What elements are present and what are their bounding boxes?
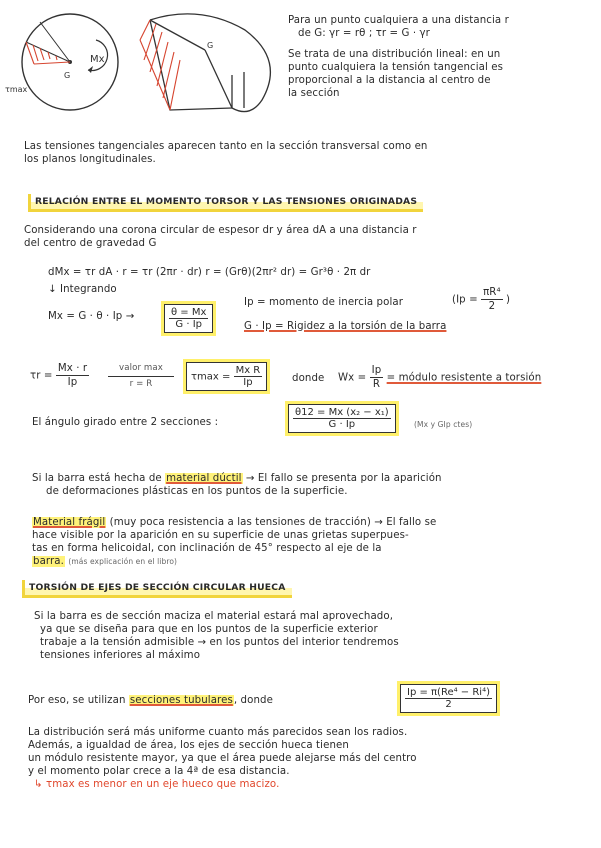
angle-text: El ángulo girado entre 2 secciones : [32, 417, 219, 428]
wx-prefix: Wx = [338, 372, 367, 384]
wx-num: Ip [371, 365, 382, 376]
uniformity-paragraph [28, 726, 588, 791]
intro-block [288, 14, 593, 100]
section2-line-8: un módulo resistente mayor, ya que el área puede alejarse más del centro [28, 753, 417, 764]
tau-r-num: Mx · r [57, 363, 88, 374]
cylinder-drawing [150, 14, 270, 112]
para1-line-1: Las tensiones tangenciales aparecen tanto en la sección transversal como en [24, 141, 428, 152]
theta-den: G · Ip [175, 319, 202, 330]
intro-line-6: la sección [288, 88, 340, 99]
equation-mx: Mx = G · θ · Ip → [48, 311, 135, 322]
fragile-highlight: Material frágil [33, 517, 106, 528]
intro-line-4: punto cualquiera la tensión tangencial es [288, 62, 504, 73]
donde-label: donde [292, 373, 325, 384]
wx-formula [338, 364, 541, 391]
tau-max-label: τmax [5, 85, 28, 94]
ip-formula-den: 2 [488, 301, 496, 312]
tangential-paragraph [24, 140, 584, 166]
ip-formula-right: ) [506, 294, 511, 306]
section-heading-hollow: TORSIÓN DE EJES DE SECCIÓN CIRCULAR HUECA [22, 580, 292, 598]
moment-label: Mx [90, 54, 105, 65]
intro-line-2: de G: γr = rθ ; τr = G · γr [298, 28, 430, 39]
tau-r-prefix: τr = [30, 370, 53, 382]
theta-formula-box [164, 304, 213, 333]
section2-line-2: ya que se diseña para que en los puntos de la superficie exterior [40, 624, 378, 635]
hollow-ip-box [400, 684, 497, 713]
integrando-label: ↓ Integrando [48, 284, 117, 295]
para2-line1-post: → El fallo se presenta por la aparición [242, 473, 442, 484]
para2-line-2: de deformaciones plásticas en los puntos de la superficie. [46, 486, 348, 497]
para1-line-2: los planos longitudinales. [24, 154, 156, 165]
intro-line-5: proporcional a la distancia al centro de [288, 75, 491, 86]
section2-line-7: Además, a igualdad de área, los ejes de sección hueca tienen [28, 740, 349, 751]
hollow-ip-den: 2 [445, 699, 452, 710]
section2-body [34, 610, 586, 662]
ip-formula-left: (Ip = [452, 294, 478, 306]
section2-line-10 [28, 778, 588, 791]
rigidity-definition [244, 320, 446, 333]
tubular-highlight: secciones tubulares [129, 695, 233, 706]
ip-formula [452, 286, 510, 313]
tau-max-prefix: τmax = [191, 371, 231, 383]
section2-line5-pre: Por eso, se utilizan [28, 695, 129, 706]
hollow-ip-num: Ip = π(Re⁴ − Ri⁴) [407, 687, 490, 698]
torsion-figure [0, 0, 285, 135]
wx-desc: = módulo resistente a torsión [386, 372, 542, 384]
para2-line1-pre: Si la barra está hecha de [32, 473, 166, 484]
theta12-box [288, 404, 396, 433]
conclusion-line: ↳ τmax es menor en un eje hueco que macizo. [34, 779, 280, 790]
tau-max-num: Mx R [235, 365, 261, 376]
center-label-right: G [207, 41, 214, 50]
intro-line-3: Se trata de una distribución lineal: en un [288, 49, 501, 60]
angle-note: (Mx y GIp ctes) [414, 420, 473, 429]
wx-den: R [372, 379, 381, 390]
fragile-paragraph [32, 516, 587, 568]
section2-line-6: La distribución será más uniforme cuanto más parecidos sean los radios. [28, 727, 408, 738]
section2-line-3: trabaje a la tensión admisible → en los puntos del interior tendremos [40, 637, 399, 648]
section2-line-1: Si la barra es de sección maciza el material estará mal aprovechado, [34, 611, 394, 622]
section1-line-2: del centro de gravedad G [24, 238, 157, 249]
ip-definition: Ip = momento de inercia polar [244, 297, 404, 308]
more-info-note: (más explicación en el libro) [68, 557, 178, 566]
arrow-bottom-label: r = R [129, 379, 153, 389]
tau-r-formula [30, 362, 89, 389]
theta12-den: G · Ip [328, 419, 356, 430]
para2-line-1 [32, 472, 587, 485]
para3-line-2: hace visible por la aparición en su superficie de unas grietas superpues- [32, 530, 409, 541]
max-value-arrow [108, 362, 174, 391]
section2-line-4: tensiones inferiores al máximo [40, 650, 201, 661]
tubular-sentence [28, 694, 273, 707]
tau-max-box [186, 362, 267, 391]
section1-line-1: Considerando una corona circular de espesor dr y área dA a una distancia r [24, 225, 417, 236]
theta-num: θ = Mx [171, 307, 207, 318]
section2-line-9: y el momento polar crece a la 4ª de esa distancia. [28, 766, 290, 777]
para3-line-4 [32, 555, 587, 568]
center-label: G [64, 71, 71, 80]
para3-line1-post: (muy poca resistencia a las tensiones de tracción) → El fallo se [106, 517, 437, 528]
theta12-num: θ12 = Mx (x₂ − x₁) [295, 407, 389, 418]
tau-r-den: Ip [67, 377, 78, 388]
ip-formula-num: πR⁴ [483, 287, 501, 298]
intro-line-1: Para un punto cualquiera a una distancia r [288, 15, 509, 26]
para3-line-1 [32, 516, 587, 529]
ductile-highlight: material dúctil [166, 473, 242, 484]
equation-dmx: dMx = τr dA · r = τr (2πr · dr) r = (Grθ)(2πr² dr) = Gr³θ · 2π dr [48, 267, 371, 278]
rigidity-text: G · Ip = Rigidez a la torsión de la barra [244, 321, 447, 332]
section2-line5-post: , donde [233, 695, 273, 706]
arrow-top-label: valor max [119, 363, 163, 373]
section-heading-relation: RELACIÓN ENTRE EL MOMENTO TORSOR Y LAS TENSIONES ORIGINADAS [28, 194, 423, 212]
section1-intro [24, 224, 584, 250]
tau-max-den: Ip [243, 377, 253, 388]
para3-line-3: tas en forma helicoidal, con inclinación de 45° respecto al eje de la [32, 543, 382, 554]
ductile-paragraph [32, 472, 587, 498]
barra-highlight: barra. [33, 556, 64, 567]
